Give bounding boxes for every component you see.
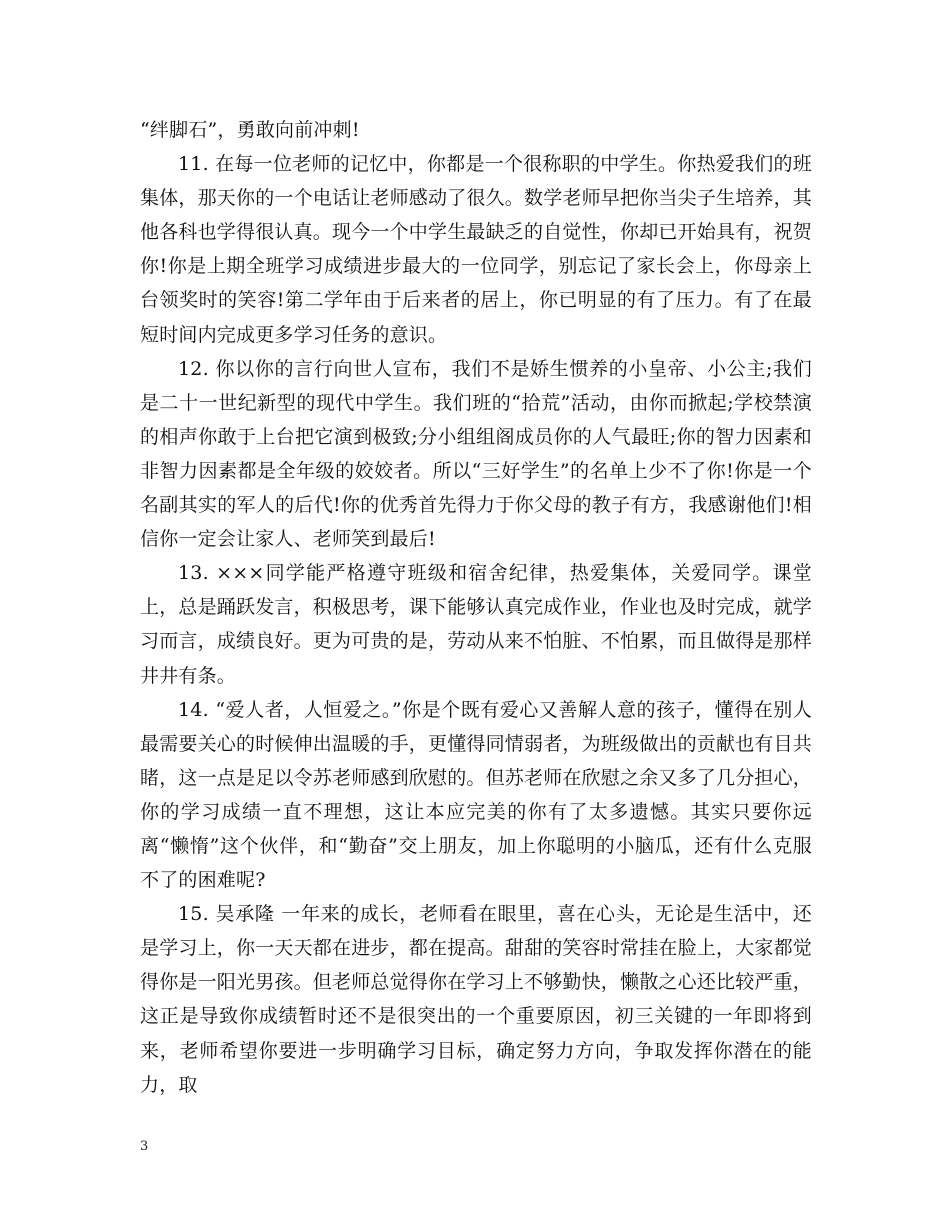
paragraph-continued: “绊脚石”，勇敢向前冲刺! (140, 119, 360, 141)
paragraph-11: 11. 在每一位老师的记忆中，你都是一个很称职的中学生。你热爱我们的班集体，那天你的一个电话让老师感动了很久。数学老师早把你当尖子生培养，其他各科也学得很认真。现今一个中学生最缺乏的自觉性，你却已开始具有，祝贺你!你是上期全班学习成绩进步最大的一位同学，别忘记了家长会上，你母亲上台领奖时的笑容!第二学年由于后来者的居上，你已明显的有了压力。有了在最短时间内完成更多学习任务的意识。 (140, 153, 813, 346)
paragraph-15: 15. 吴承隆 一年来的成长，老师看在眼里，喜在心头，无论是生活中，还是学习上，你一天天都在进步，都在提高。甜甜的笑容时常挂在脸上，大家都觉得你是一阳光男孩。但老师总觉得你在学习上不够勤快，懒散之心还比较严重，这正是导致你成绩暂时还不是很突出的一个重要原因，初三关键的一年即将到来，老师希望你要进一步明确学习目标，确定努力方向，争取发挥你潜在的能力，取 (140, 903, 813, 1096)
paragraph-13: 13. ×××同学能严格遵守班级和宿舍纪律，热爱集体，关爱同学。课堂上，总是踊跃发言，积极思考，课下能够认真完成作业，作业也及时完成，就学习而言，成绩良好。更为可贵的是，劳动从来不怕脏、不怕累，而且做得是那样井井有条。 (140, 562, 813, 687)
paragraph-12: 12. 你以你的言行向世人宣布，我们不是娇生惯养的小皇帝、小公主;我们是二十一世纪新型的现代中学生。我们班的“拾荒”活动，由你而掀起;学校禁演的相声你敢于上台把它演到极致;分小组组阁成员你的人气最旺;你的智力因素和非智力因素都是全年级的姣姣者。所以“三好学生”的名单上少不了你!你是一个名副其实的军人的后代!你的优秀首先得力于你父母的教子有方，我感谢他们!相信你一定会让家人、老师笑到最后! (140, 357, 812, 551)
body-text (140, 113, 812, 1102)
page-number: 3 (140, 1139, 149, 1154)
paragraph-14: 14. “爱人者，人恒爱之。”你是个既有爱心又善解人意的孩子，懂得在别人最需要关心的时候伸出温暖的手，更懂得同情弱者，为班级做出的贡献也有目共睹，这一点是足以令苏老师感到欣慰的。但苏老师在欣慰之余又多了几分担心，你的学习成绩一直不理想，这让本应完美的你有了太多遗憾。其实只要你远离“懒惰”这个伙伴，和“勤奋”交上朋友，加上你聪明的小脑瓜，还有什么克服不了的困难呢? (140, 698, 813, 892)
